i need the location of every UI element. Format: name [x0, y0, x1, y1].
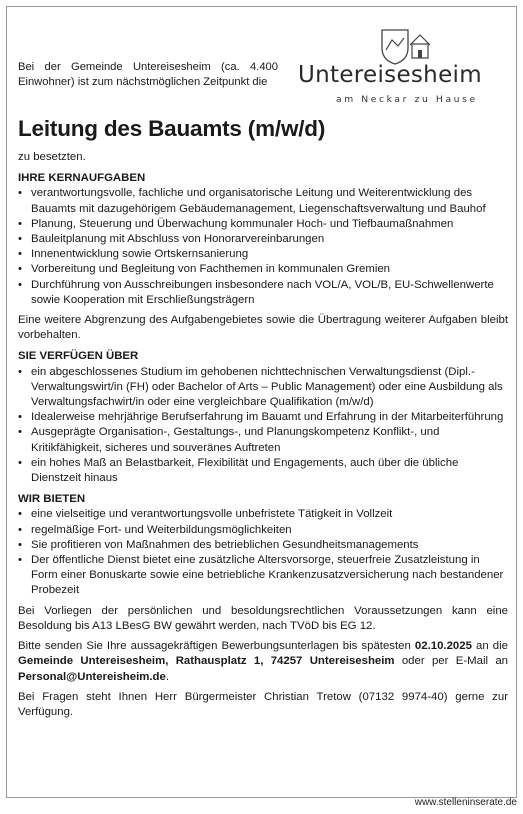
list-item: • Innenentwicklung sowie Ortskernsanierung: [18, 247, 508, 262]
municipality-logo: [298, 28, 510, 108]
list-item: • Idealerweise mehrjährige Berufserfahrung im Bauamt und Erfahrung in der Mitarbeiterführung: [18, 410, 508, 425]
list-item: • verantwortungsvolle, fachliche und organisatorische Leitung und Weiterentwicklung des Bauamts mit dazugehörigem Gebäudemanagement, Liegenschaftsverwaltung und Bauhof: [18, 186, 508, 216]
job-title: Leitung des Bauamts (m/w/d): [18, 116, 326, 141]
list-item: • Durchführung von Ausschreibungen insbesondere nach VOL/A, VOL/B, EU-Schwellenwerte sowie Kooperation mit Erschließungsträgern: [18, 278, 508, 308]
logo-tagline: am Neckar zu Hause: [336, 94, 478, 105]
section-heading-tasks: IHRE KERNAUFGABEN: [18, 172, 146, 185]
requirements-list: [18, 365, 508, 487]
list-item: • ein hohes Maß an Belastbarkeit, Flexibilität und Engagements, auch über die übliche Dienstzeit hinaus: [18, 456, 508, 486]
application-text: Bitte senden Sie Ihre aussagekräftigen Bewerbungsunterlagen bis spätesten 02.10.2025 an die Gemeinde Untereisesheim, Rathausplatz 1, 74257 Untereisesheim oder per E-Mail an Personal@Untereisheim.de.: [18, 640, 509, 683]
intro-text: Bei der Gemeinde Untereisesheim (ca. 4.400 Einwohner) ist zum nächstmöglichen Zeitpunkt die: [18, 61, 278, 88]
list-item: • Sie profitieren von Maßnahmen des betrieblichen Gesundheitsmanagements: [18, 538, 508, 553]
logo-name: Untereisesheim: [298, 62, 482, 88]
list-item: • Ausgeprägte Organisation-, Gestaltungs-, und Planungskompetenz Konflikt-, und Kritikfähigkeit, sicheres und souveränes Auftreten: [18, 425, 508, 455]
list-item: • Bauleitplanung mit Abschluss von Honorarvereinbarungen: [18, 232, 508, 247]
contact-text: Bei Fragen steht Ihnen Herr Bürgermeister Christian Tretow (07132 9974-40) gerne zur Verfügung.: [18, 690, 508, 718]
subtitle: zu besetzten.: [18, 151, 86, 163]
deadline-date: 02.10.2025: [414, 640, 472, 653]
offer-list: [18, 507, 508, 598]
list-item: • Planung, Steuerung und Überwachung kommunaler Hoch- und Tiefbaumaßnahmen: [18, 217, 508, 232]
section-heading-offer: WIR BIETEN: [18, 493, 86, 506]
ad-body: [18, 150, 508, 720]
tasks-list: [18, 186, 508, 308]
list-item: • eine vielseitige und verantwortungsvolle unbefristete Tätigkeit in Vollzeit: [18, 507, 508, 522]
list-item: • Der öffentliche Dienst bietet eine zusätzliche Altersvorsorge, steuerfreie Zusatzleistung in Form einer Bonuskarte sowie eine betriebliche Krankenzusatzversicherung nach bestandener Probezeit: [18, 553, 508, 599]
salary-note: Bei Vorliegen der persönlichen und besoldungsrechtlichen Voraussetzungen kann eine Besoldung bis A13 LBesG BW gewährt werden, nach TVöD bis EG 12.: [18, 604, 508, 632]
application-email-link[interactable]: Personal@Untereisheim.de: [18, 670, 166, 683]
section-heading-requirements: SIE VERFÜGEN ÜBER: [18, 350, 139, 363]
tasks-note: Eine weitere Abgrenzung des Aufgabengebietes sowie die Übertragung weiterer Aufgaben bleibt vorbehalten.: [18, 314, 508, 342]
footer-url[interactable]: www.stelleninserate.de: [414, 797, 517, 808]
application-address: Gemeinde Untereisesheim, Rathausplatz 1, 74257 Untereisesheim: [18, 655, 395, 668]
list-item: • Vorbereitung und Begleitung von Fachthemen in kommunalen Gremien: [18, 262, 508, 277]
coat-of-arms-icon: [378, 28, 432, 66]
list-item: • regelmäßige Fort- und Weiterbildungsmöglichkeiten: [18, 523, 508, 538]
list-item: • ein abgeschlossenes Studium im gehobenen nichttechnischen Verwaltungsdienst (Dipl.-Verwaltungswirt/in (FH) oder Bachelor of Arts – Public Management) oder eine Ausbildung als Verwaltungsfachwirt/in oder eine vergleichbare Qualifikation (m/w/d): [18, 365, 508, 411]
